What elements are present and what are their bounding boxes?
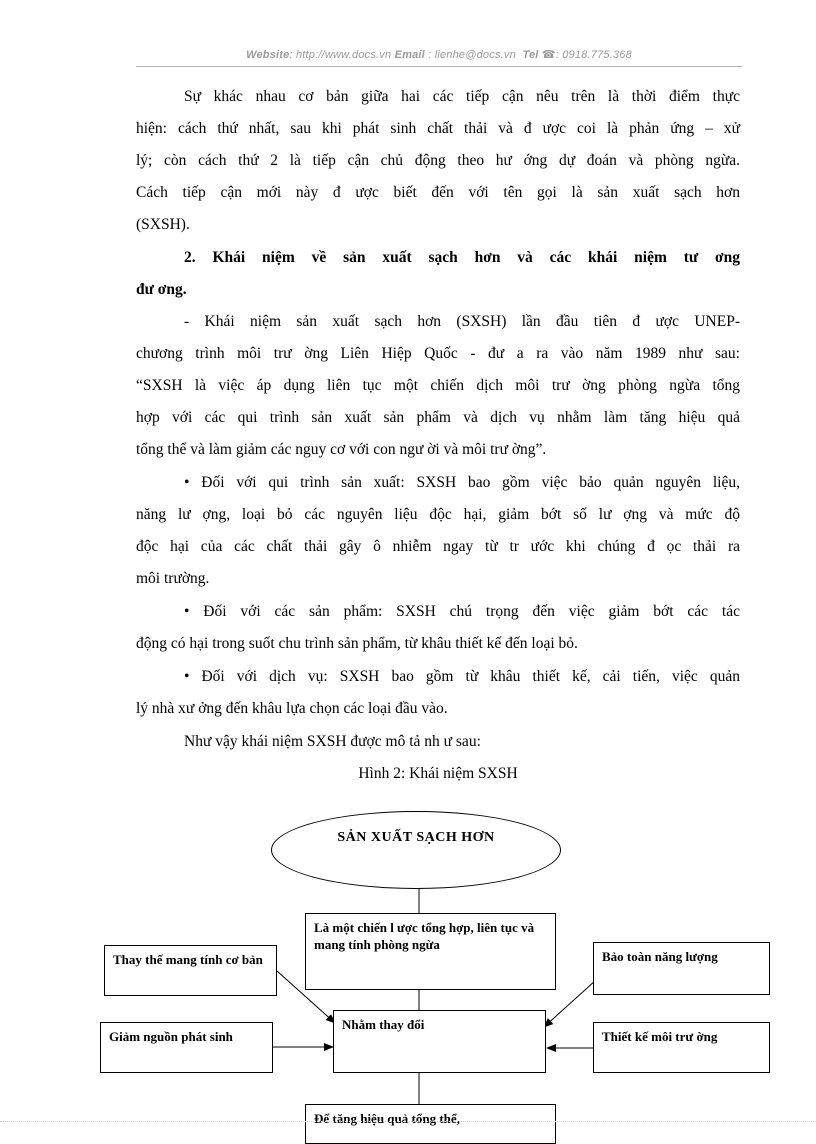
- website-label: Website: [246, 49, 290, 61]
- paragraph-line: hiện: cách thứ nhất, sau khi phát sinh chất thải và đ ược coi là phản ứng – xử: [136, 120, 740, 137]
- section-heading-cont: đư ơng.: [136, 281, 187, 298]
- paragraph-line: chương trình môi trư ờng Liên Hiệp Quốc - đư a ra vào năm 1989 như sau:: [136, 345, 740, 362]
- paragraph-line: lý nhà xư ởng đến khâu lựa chọn các loại đầu vào.: [136, 700, 448, 717]
- box-source-reduction: Giảm nguồn phát sinh: [100, 1022, 273, 1073]
- bullet-line: • Đối với dịch vụ: SXSH bao gồm từ khâu thiết kế, cải tiến, việc quản: [184, 668, 740, 685]
- page-bottom-border: [0, 1121, 816, 1122]
- paragraph-line: hợp với các qui trình sản xuất sản phẩm và dịch vụ nhằm làm tăng hiệu quả: [136, 409, 740, 426]
- box-energy-conservation: Bảo toàn năng lượng: [593, 942, 770, 995]
- box-substitution: Thay thế mang tính cơ bản: [104, 945, 277, 996]
- box-efficiency: Để tăng hiệu quả tổng thể,: [305, 1104, 556, 1144]
- paragraph-line: - Khái niệm sản xuất sạch hơn (SXSH) lần đầu tiên đ ược UNEP-: [184, 313, 740, 330]
- paragraph-line: lý; còn cách thứ 2 là tiếp cận chủ động theo hư ớng dự đoán và phòng ngừa.: [136, 152, 740, 169]
- paragraph-line: môi trường.: [136, 570, 210, 587]
- section-heading: 2. Khái niệm về sản xuất sạch hơn và các khái niệm tư ơng: [184, 249, 740, 266]
- paragraph-line: độc hại của các chất thải gây ô nhiễm ngay từ tr ước khi chúng đ ọc thải ra: [136, 538, 740, 555]
- phone-icon: ☎: [541, 49, 556, 61]
- tel-value: : 0918.775.368: [555, 49, 632, 61]
- paragraph-line: tổng thể và làm giảm các nguy cơ với con ngư ời và môi trư ờng”.: [136, 441, 547, 458]
- box-eco-design: Thiết kế môi trư ờng: [593, 1022, 770, 1073]
- bullet-line: • Đối với qui trình sản xuất: SXSH bao gồm việc bảo quản nguyên liệu,: [184, 474, 740, 491]
- box-change: Nhằm thay đổi: [333, 1010, 546, 1073]
- figure-caption: Hình 2: Khái niệm SXSH: [358, 765, 518, 782]
- paragraph-line: Sự khác nhau cơ bản giữa hai các tiếp cận nêu trên là thời điểm thực: [184, 88, 740, 105]
- bullet-line: • Đối với các sản phẩm: SXSH chú trọng đến việc giảm bớt các tác: [184, 603, 740, 620]
- ellipse-label: SẢN XUẤT SẠCH HƠN: [337, 830, 495, 845]
- paragraph-line: Cách tiếp cận mới này đ ược biết đến với tên gọi là sản xuất sạch hơn: [136, 184, 740, 201]
- paragraph-line: “SXSH là việc áp dụng liên tục một chiến dịch môi trư ờng phòng ngừa tổng: [136, 377, 740, 394]
- tel-label: Tel: [522, 49, 539, 61]
- box-strategy: Là một chiến l ược tổng hợp, liên tục và mang tính phòng ngừa: [305, 913, 556, 990]
- website-value: : http://www.docs.vn: [289, 49, 392, 61]
- main-ellipse: [271, 811, 561, 889]
- email-value: : lienhe@docs.vn: [424, 49, 516, 61]
- paragraph-line: Như vậy khái niệm SXSH được mô tả nh ư sau:: [184, 733, 481, 750]
- email-label: Email: [394, 49, 425, 61]
- paragraph-line: (SXSH).: [136, 216, 190, 233]
- paragraph-line: năng lư ợng, loại bỏ các nguyên liệu độc hại, giảm bớt số lư ợng và mức độ: [136, 506, 740, 523]
- paragraph-line: động có hại trong suốt chu trình sản phẩm, từ khâu thiết kế đến loại bỏ.: [136, 635, 578, 652]
